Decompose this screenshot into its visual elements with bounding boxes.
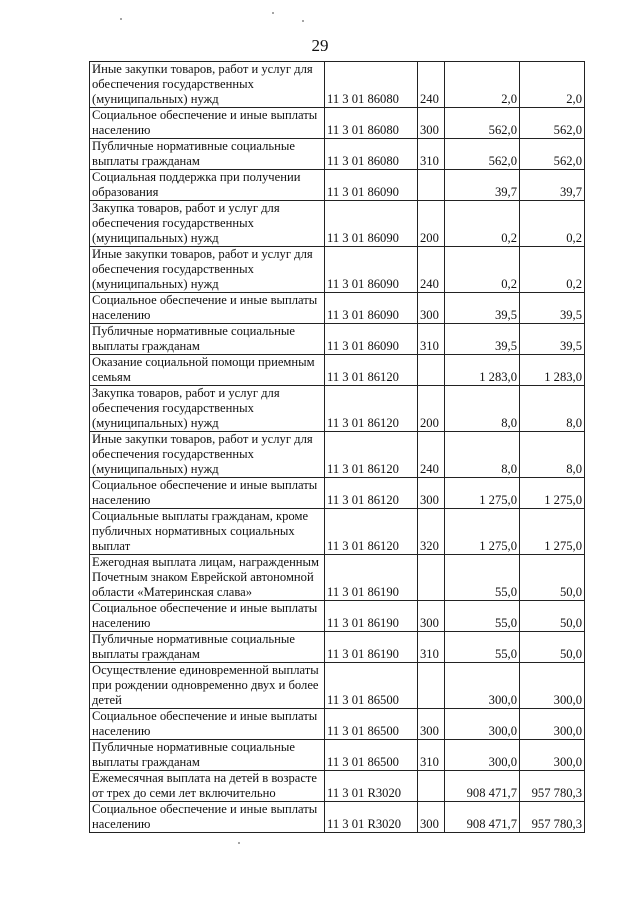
row-value-1-cell: 908 471,7 [445,771,520,802]
page-number: 29 [311,36,329,55]
table-row [90,478,585,509]
row-expense-type-cell: 300 [418,478,445,509]
row-value-2-cell: 0,2 [520,247,585,293]
row-name-cell: Публичные нормативные социальные выплаты гражданам [90,632,325,663]
row-name-cell: Иные закупки товаров, работ и услуг для обеспечения государственных (муниципальных) нужд [90,62,325,108]
row-value-1-cell: 39,5 [445,324,520,355]
row-value-2-cell: 957 780,3 [520,771,585,802]
row-name-cell: Ежемесячная выплата на детей в возрасте от трех до семи лет включительно [90,771,325,802]
table-row [90,62,585,108]
row-name-cell: Оказание социальной помощи приемным семьям [90,355,325,386]
row-name-cell: Социальное обеспечение и иные выплаты населению [90,293,325,324]
table-row [90,663,585,709]
row-value-2-cell: 8,0 [520,386,585,432]
row-value-1-cell: 1 283,0 [445,355,520,386]
table-row [90,293,585,324]
row-value-1-cell: 562,0 [445,139,520,170]
row-name-cell: Осуществление единовременной выплаты при рождении одновременно двух и более детей [90,663,325,709]
row-value-2-cell: 0,2 [520,201,585,247]
table-row [90,108,585,139]
row-code-cell: 11 3 01 86190 [325,632,418,663]
table-row [90,802,585,833]
row-code-cell: 11 3 01 86090 [325,324,418,355]
row-value-1-cell: 0,2 [445,201,520,247]
row-code-cell: 11 3 01 86120 [325,478,418,509]
row-value-2-cell: 300,0 [520,663,585,709]
row-name-cell: Публичные нормативные социальные выплаты гражданам [90,740,325,771]
row-name-cell: Ежегодная выплата лицам, награжденным Почетным знаком Еврейской автономной области «Материнская слава» [90,555,325,601]
row-name-cell: Социальное обеспечение и иные выплаты населению [90,802,325,833]
row-expense-type-cell: 240 [418,62,445,108]
row-value-1-cell: 8,0 [445,386,520,432]
row-expense-type-cell [418,355,445,386]
row-value-2-cell: 50,0 [520,555,585,601]
row-expense-type-cell: 240 [418,247,445,293]
row-name-cell: Иные закупки товаров, работ и услуг для обеспечения государственных (муниципальных) нужд [90,432,325,478]
row-value-1-cell: 0,2 [445,247,520,293]
row-expense-type-cell: 300 [418,709,445,740]
budget-table-body [90,62,585,833]
row-name-cell: Закупка товаров, работ и услуг для обеспечения государственных (муниципальных) нужд [90,386,325,432]
row-value-1-cell: 39,7 [445,170,520,201]
row-value-1-cell: 8,0 [445,432,520,478]
table-row [90,509,585,555]
row-expense-type-cell: 310 [418,740,445,771]
table-row [90,740,585,771]
row-value-2-cell: 300,0 [520,740,585,771]
row-code-cell: 11 3 01 86080 [325,108,418,139]
table-row [90,555,585,601]
row-expense-type-cell [418,771,445,802]
row-name-cell: Публичные нормативные социальные выплаты гражданам [90,324,325,355]
row-name-cell: Закупка товаров, работ и услуг для обеспечения государственных (муниципальных) нужд [90,201,325,247]
table-row [90,355,585,386]
row-code-cell: 11 3 01 86090 [325,293,418,324]
row-code-cell: 11 3 01 R3020 [325,771,418,802]
row-expense-type-cell: 240 [418,432,445,478]
row-value-1-cell: 300,0 [445,709,520,740]
row-value-2-cell: 2,0 [520,62,585,108]
row-code-cell: 11 3 01 86500 [325,740,418,771]
row-name-cell: Социальное обеспечение и иные выплаты населению [90,601,325,632]
budget-table [89,61,585,833]
row-value-2-cell: 300,0 [520,709,585,740]
scan-speck [272,12,274,14]
row-expense-type-cell: 300 [418,802,445,833]
row-value-1-cell: 300,0 [445,740,520,771]
row-value-1-cell: 1 275,0 [445,509,520,555]
table-row [90,170,585,201]
row-code-cell: 11 3 01 86090 [325,201,418,247]
row-value-2-cell: 39,7 [520,170,585,201]
row-code-cell: 11 3 01 86500 [325,709,418,740]
table-row [90,386,585,432]
row-code-cell: 11 3 01 86090 [325,247,418,293]
row-value-1-cell: 300,0 [445,663,520,709]
row-expense-type-cell: 310 [418,632,445,663]
row-code-cell: 11 3 01 86120 [325,432,418,478]
row-expense-type-cell: 300 [418,108,445,139]
row-code-cell: 11 3 01 86080 [325,62,418,108]
row-name-cell: Иные закупки товаров, работ и услуг для обеспечения государственных (муниципальных) нужд [90,247,325,293]
row-value-1-cell: 2,0 [445,62,520,108]
row-name-cell: Социальное обеспечение и иные выплаты населению [90,108,325,139]
scan-speck [302,20,304,22]
row-expense-type-cell [418,170,445,201]
scan-speck [238,842,240,844]
row-value-1-cell: 55,0 [445,555,520,601]
row-expense-type-cell: 320 [418,509,445,555]
row-value-1-cell: 39,5 [445,293,520,324]
row-value-2-cell: 957 780,3 [520,802,585,833]
row-value-1-cell: 562,0 [445,108,520,139]
row-expense-type-cell: 310 [418,139,445,170]
table-row [90,324,585,355]
row-value-2-cell: 1 275,0 [520,478,585,509]
table-row [90,709,585,740]
row-value-2-cell: 50,0 [520,601,585,632]
row-value-2-cell: 50,0 [520,632,585,663]
row-name-cell: Социальное обеспечение и иные выплаты населению [90,478,325,509]
row-code-cell: 11 3 01 86500 [325,663,418,709]
row-value-1-cell: 1 275,0 [445,478,520,509]
row-value-1-cell: 55,0 [445,632,520,663]
table-row [90,771,585,802]
row-name-cell: Публичные нормативные социальные выплаты гражданам [90,139,325,170]
table-row [90,247,585,293]
table-row [90,432,585,478]
row-value-2-cell: 39,5 [520,293,585,324]
row-value-2-cell: 1 275,0 [520,509,585,555]
row-expense-type-cell [418,555,445,601]
row-expense-type-cell: 200 [418,201,445,247]
row-code-cell: 11 3 01 86080 [325,139,418,170]
row-expense-type-cell: 310 [418,324,445,355]
row-expense-type-cell: 300 [418,293,445,324]
scan-speck [120,18,122,20]
table-row [90,201,585,247]
row-value-2-cell: 562,0 [520,108,585,139]
row-code-cell: 11 3 01 86190 [325,555,418,601]
row-expense-type-cell [418,663,445,709]
row-name-cell: Социальные выплаты гражданам, кроме публичных нормативных социальных выплат [90,509,325,555]
row-name-cell: Социальное обеспечение и иные выплаты населению [90,709,325,740]
row-expense-type-cell: 300 [418,601,445,632]
row-code-cell: 11 3 01 86120 [325,355,418,386]
row-name-cell: Социальная поддержка при получении образования [90,170,325,201]
row-expense-type-cell: 200 [418,386,445,432]
row-code-cell: 11 3 01 86190 [325,601,418,632]
row-value-2-cell: 39,5 [520,324,585,355]
table-row [90,632,585,663]
row-value-2-cell: 562,0 [520,139,585,170]
table-row [90,601,585,632]
row-value-2-cell: 8,0 [520,432,585,478]
row-code-cell: 11 3 01 86090 [325,170,418,201]
row-code-cell: 11 3 01 86120 [325,386,418,432]
row-value-2-cell: 1 283,0 [520,355,585,386]
row-code-cell: 11 3 01 86120 [325,509,418,555]
row-value-1-cell: 908 471,7 [445,802,520,833]
table-row [90,139,585,170]
row-code-cell: 11 3 01 R3020 [325,802,418,833]
row-value-1-cell: 55,0 [445,601,520,632]
